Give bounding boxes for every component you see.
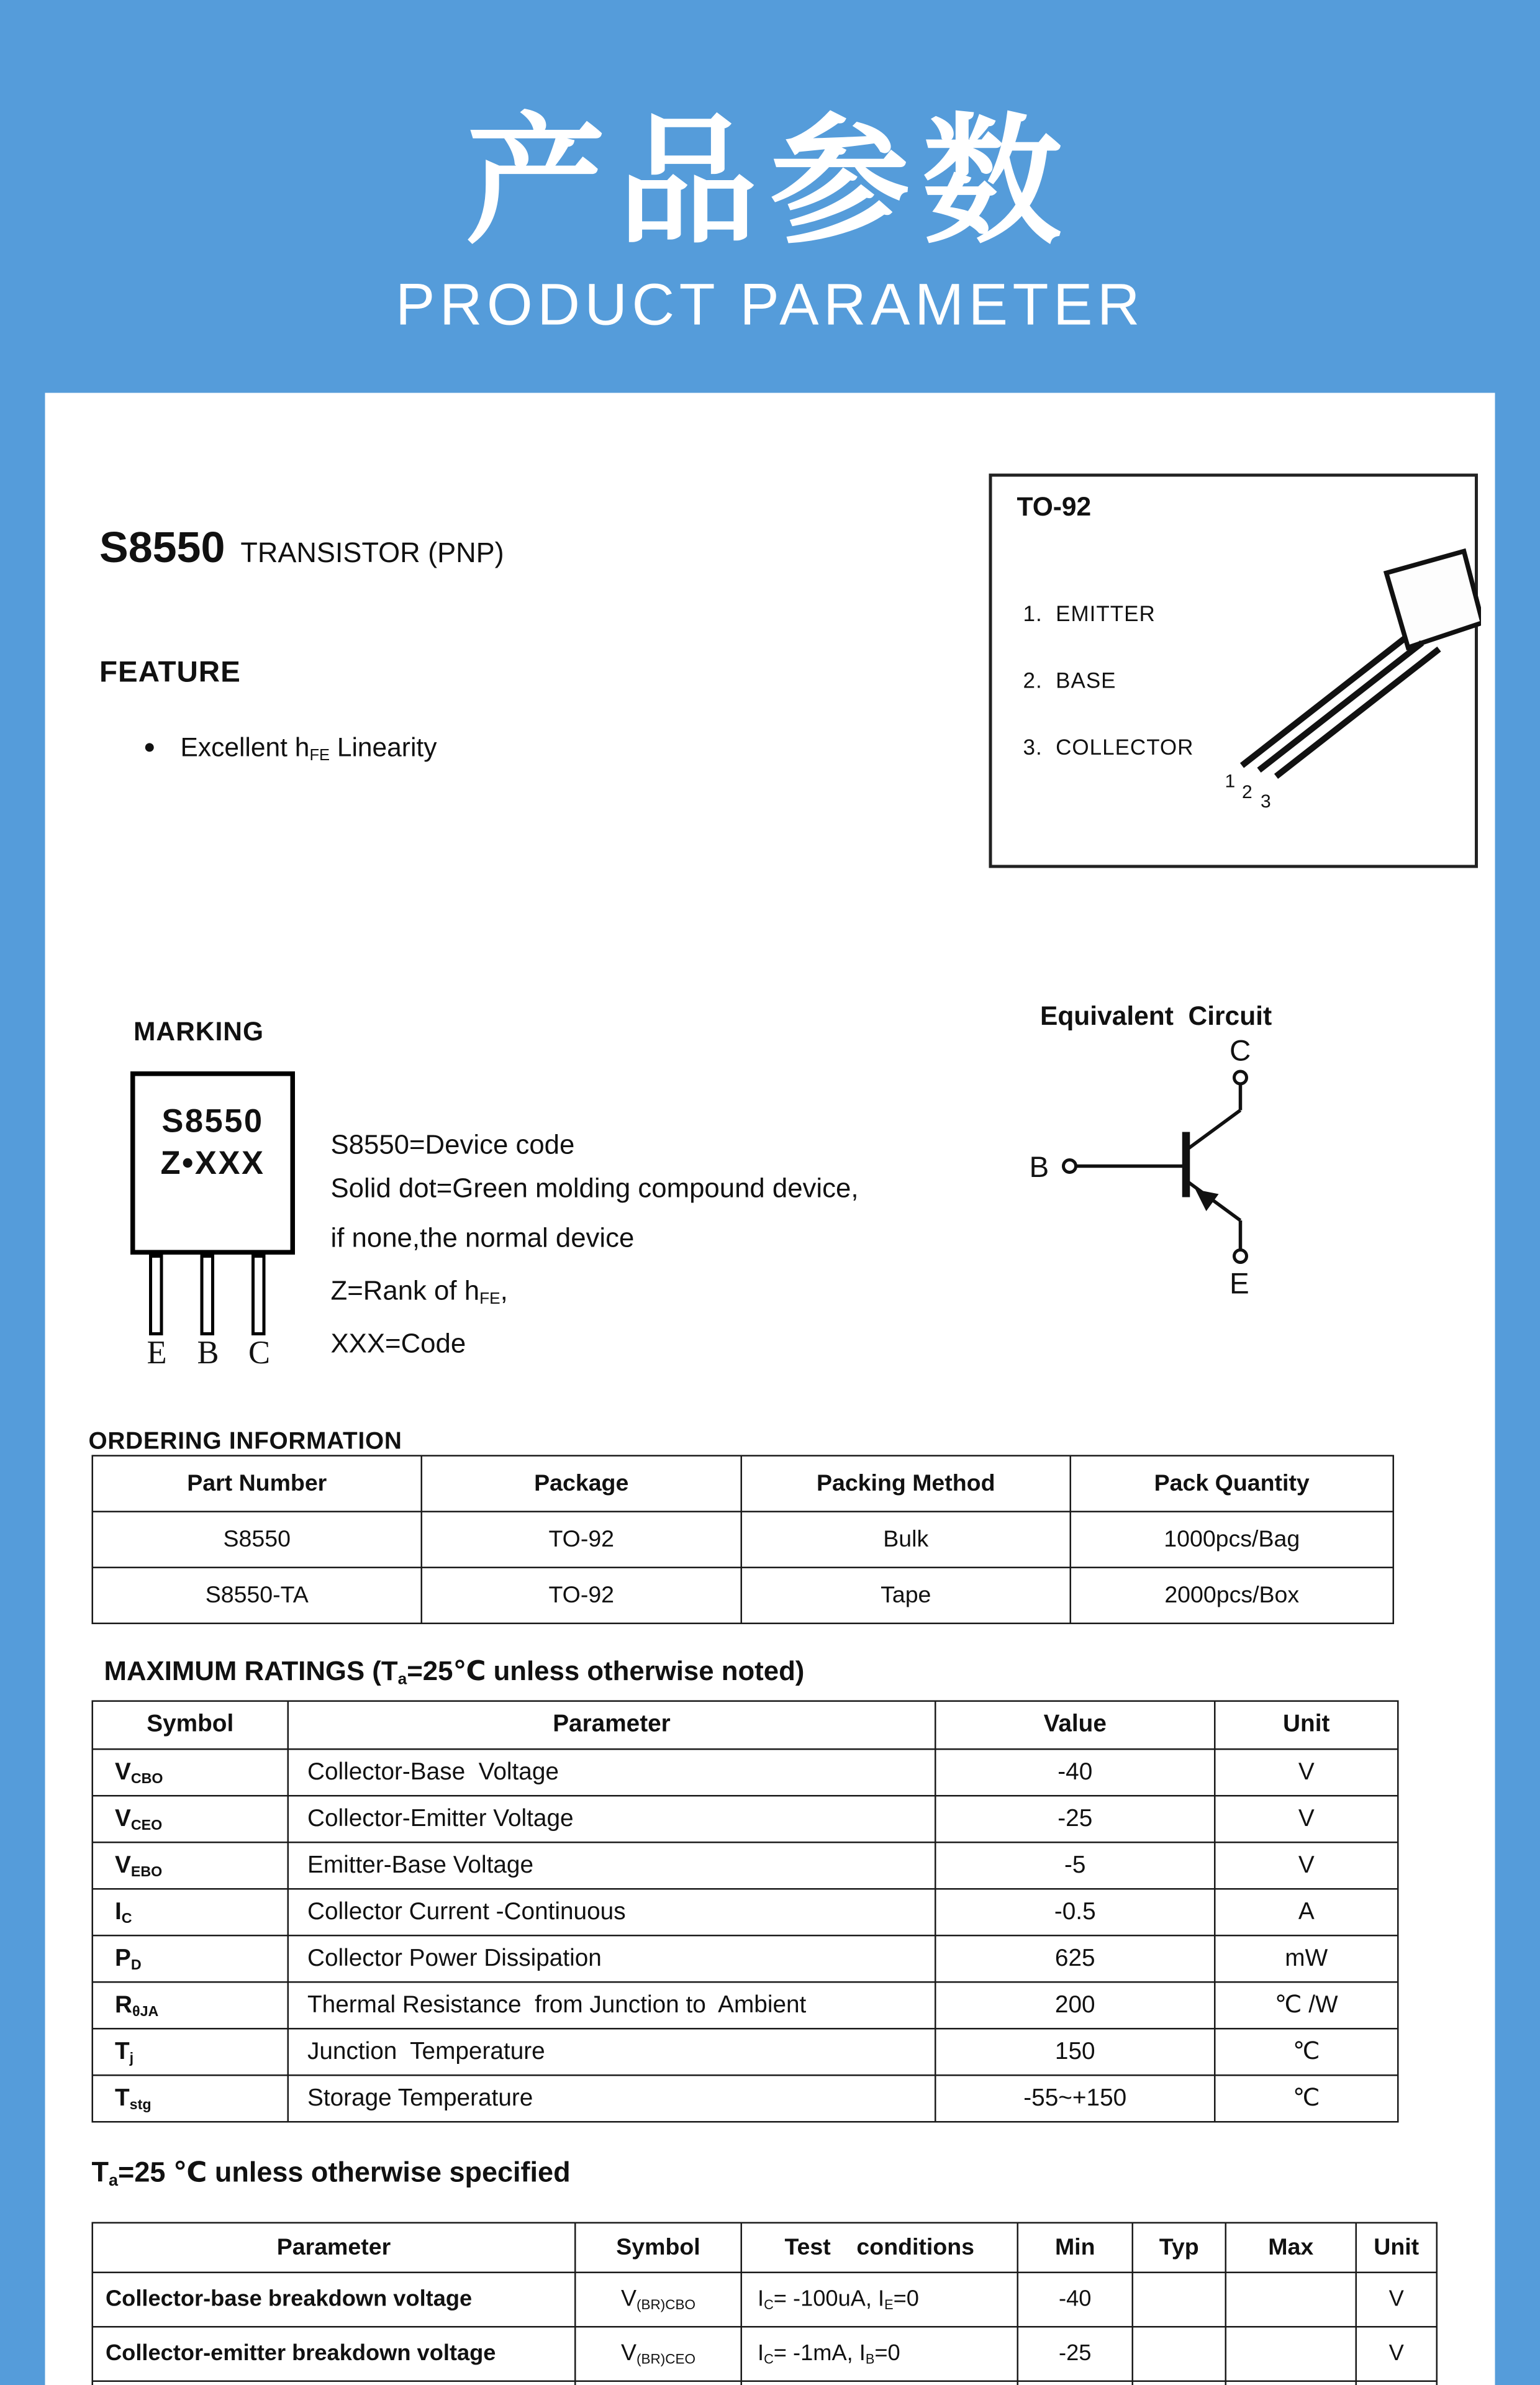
column-header-unit: Unit [1356, 2223, 1437, 2273]
lead-line [1276, 649, 1439, 776]
column-header-symbol: Symbol [575, 2223, 741, 2273]
unit-cell: V [1356, 2327, 1437, 2381]
terminal-label-b: B [1029, 1151, 1049, 1184]
equivalent-circuit-drawing [1023, 1036, 1365, 1315]
marking-device-code: S8550 [161, 1104, 264, 1140]
marking-pin-label-b: B [197, 1333, 219, 1371]
parameter-cell: Collector Power Dissipation [288, 1935, 936, 1982]
equivalent-circuit-heading: Equivalent Circuit [1040, 1001, 1272, 1031]
table-row [93, 1889, 1398, 1935]
parameter-cell: Collector-Emitter Voltage [288, 1796, 936, 1842]
column-header-part-number: Part Number [93, 1456, 422, 1512]
lead-number-2: 2 [1242, 782, 1252, 802]
unit-cell: V [1215, 1842, 1398, 1889]
terminal-dot-b [1064, 1160, 1076, 1173]
content-card [45, 393, 1495, 2385]
terminal-label-c: C [1230, 1035, 1251, 1068]
marking-notes [331, 1123, 999, 1365]
unit-cell: V [1356, 2273, 1437, 2327]
marking-package-figure [130, 1071, 295, 1255]
table-cell: Bulk [741, 1512, 1071, 1568]
table-cell [741, 2381, 1018, 2385]
min-cell: -40 [1018, 2273, 1133, 2327]
marking-note: Solid dot=Green molding compound device, [330, 1172, 859, 1204]
marking-rank-code: Z•XXX [160, 1146, 265, 1182]
symbol-cell: $V_{CBO}$ [93, 1749, 288, 1796]
table-cell: 1000pcs/Bag [1071, 1512, 1393, 1568]
value-cell: -40 [935, 1749, 1215, 1796]
column-header-parameter: Parameter [288, 1701, 936, 1750]
pin-item-collector: 3. COLLECTOR [1023, 734, 1194, 760]
unit-cell: V [1215, 1796, 1398, 1842]
column-header-pack-quantity: Pack Quantity [1071, 1456, 1393, 1512]
package-title: TO-92 [1017, 492, 1092, 522]
value-cell: 200 [935, 1982, 1215, 2028]
max-cell [1226, 2273, 1356, 2327]
pin-item-emitter: 1. EMITTER [1023, 601, 1156, 626]
value-cell: 150 [935, 2028, 1215, 2075]
unit-cell: ℃ [1215, 2075, 1398, 2122]
parameter-cell: Collector-Base Voltage [288, 1749, 936, 1796]
feature-heading: FEATURE [99, 656, 241, 689]
column-header-unit: Unit [1215, 1701, 1398, 1750]
feature-text: Excellent $h_{FE}$ Linearity [180, 733, 437, 765]
conditions-note: $T_a=25$ ℃ unless otherwise specified [91, 2156, 571, 2191]
parameter-cell: Collector-emitter breakdown voltage [93, 2327, 576, 2381]
test-conditions-cell: $I_C= -100uA$, $I_E=0$ [741, 2273, 1018, 2327]
marking-pin-label-c: C [248, 1333, 270, 1371]
table-row [93, 1796, 1398, 1842]
emitter-diagonal [1188, 1182, 1241, 1221]
table-cell [1018, 2381, 1133, 2385]
table-row-clipped [93, 2381, 1437, 2385]
value-cell: -5 [935, 1842, 1215, 1889]
table-row [93, 1512, 1393, 1568]
table-row [93, 2273, 1437, 2327]
part-heading [99, 524, 504, 573]
symbol-cell: $V_{(BR)CEO}$ [575, 2327, 741, 2381]
test-conditions-cell: $I_C= -1mA$, $I_B=0$ [741, 2327, 1018, 2381]
marking-note: Z=Rank of $h_{FE}$, [330, 1274, 508, 1309]
parameter-cell: Emitter-Base Voltage [288, 1842, 936, 1889]
feature-item [99, 702, 437, 796]
table-cell [1226, 2381, 1356, 2385]
table-header-row [93, 1456, 1393, 1512]
marking-heading: MARKING [134, 1017, 265, 1047]
max-ratings-heading: MAXIMUM RATINGS ($T_a=25℃$ unless otherwise noted) [104, 1655, 805, 1689]
unit-cell: ℃ /W [1215, 1982, 1398, 2028]
column-header-min: Min [1018, 2223, 1133, 2273]
parameter-cell: Thermal Resistance from Junction to Ambient [288, 1982, 936, 2028]
marking-note: S8550=Device code [330, 1129, 575, 1160]
table-row [93, 1568, 1393, 1624]
table-row [93, 2075, 1398, 2122]
column-header-parameter: Parameter [93, 2223, 576, 2273]
terminal-label-e: E [1230, 1267, 1249, 1301]
symbol-cell: $V_{CEO}$ [93, 1796, 288, 1842]
table-row [93, 2028, 1398, 2075]
terminal-dot-c [1234, 1071, 1247, 1084]
table-cell [1133, 2381, 1226, 2385]
table-row [93, 1749, 1398, 1796]
marking-leg [251, 1255, 266, 1335]
lead-number-1: 1 [1225, 771, 1236, 792]
marking-note: if none,the normal device [330, 1222, 635, 1253]
table-cell: S8550 [93, 1512, 422, 1568]
column-header-test-conditions: Test conditions [741, 2223, 1018, 2273]
symbol-cell: $V_{EBO}$ [93, 1842, 288, 1889]
electrical-table [92, 2222, 1438, 2385]
symbol-cell: $V_{(BR)CBO}$ [575, 2273, 741, 2327]
marking-leg [149, 1255, 163, 1335]
ordering-table [92, 1455, 1395, 1625]
unit-cell: ℃ [1215, 2028, 1398, 2075]
table-cell: TO-92 [422, 1568, 741, 1624]
value-cell: -25 [935, 1796, 1215, 1842]
to92-package-drawing [992, 477, 1482, 871]
marking-pin-label-e: E [147, 1333, 167, 1371]
unit-cell: V [1215, 1749, 1398, 1796]
lead-line [1259, 643, 1423, 770]
table-row [93, 2327, 1437, 2381]
parameter-cell: Collector Current -Continuous [288, 1889, 936, 1935]
marking-leg [201, 1255, 215, 1335]
column-header-value: Value [935, 1701, 1215, 1750]
marking-note: XXX=Code [330, 1327, 466, 1358]
typ-cell [1133, 2273, 1226, 2327]
english-subtitle: PRODUCT PARAMETER [395, 273, 1145, 338]
column-header-typ: Typ [1133, 2223, 1226, 2273]
table-header-row [93, 2223, 1437, 2273]
table-cell [93, 2381, 576, 2385]
chinese-title: 产品参数 [466, 106, 1074, 261]
column-header-max: Max [1226, 2223, 1356, 2273]
table-row [93, 1982, 1398, 2028]
table-cell [575, 2381, 741, 2385]
value-cell: 625 [935, 1935, 1215, 1982]
table-cell: TO-92 [422, 1512, 741, 1568]
symbol-cell: $I_C$ [93, 1889, 288, 1935]
symbol-cell: $T_{stg}$ [93, 2075, 288, 2122]
symbol-cell: $P_D$ [93, 1935, 288, 1982]
min-cell: -25 [1018, 2327, 1133, 2381]
terminal-dot-e [1234, 1250, 1247, 1263]
ordering-heading: ORDERING INFORMATION [88, 1429, 402, 1455]
unit-cell: mW [1215, 1935, 1398, 1982]
lead-line [1242, 638, 1405, 766]
symbol-cell: $R_{\theta JA}$ [93, 1982, 288, 2028]
max-ratings-table [92, 1701, 1399, 2123]
typ-cell [1133, 2327, 1226, 2381]
package-outline-box [989, 474, 1479, 868]
parameter-cell: Collector-base breakdown voltage [93, 2273, 576, 2327]
collector-diagonal [1188, 1111, 1241, 1150]
table-cell: 2000pcs/Box [1071, 1568, 1393, 1624]
column-header-package: Package [422, 1456, 741, 1512]
part-type-label: TRANSISTOR (PNP) [240, 537, 504, 568]
table-cell: Tape [741, 1568, 1071, 1624]
table-row [93, 1842, 1398, 1889]
bullet-icon: ● [143, 734, 156, 758]
part-number: S8550 [99, 523, 225, 571]
pin-item-base: 2. BASE [1023, 668, 1116, 693]
value-cell: -55~+150 [935, 2075, 1215, 2122]
parameter-cell: Storage Temperature [288, 2075, 936, 2122]
max-cell [1226, 2327, 1356, 2381]
lead-number-3: 3 [1261, 791, 1271, 812]
value-cell: -0.5 [935, 1889, 1215, 1935]
parameter-cell: Junction Temperature [288, 2028, 936, 2075]
table-row [93, 1935, 1398, 1982]
column-header-packing-method: Packing Method [741, 1456, 1071, 1512]
table-cell: S8550-TA [93, 1568, 422, 1624]
table-cell [1356, 2381, 1437, 2385]
column-header-symbol: Symbol [93, 1701, 288, 1750]
symbol-cell: $T_j$ [93, 2028, 288, 2075]
unit-cell: A [1215, 1889, 1398, 1935]
package-body-shape [1387, 552, 1482, 648]
table-header-row [93, 1701, 1398, 1750]
